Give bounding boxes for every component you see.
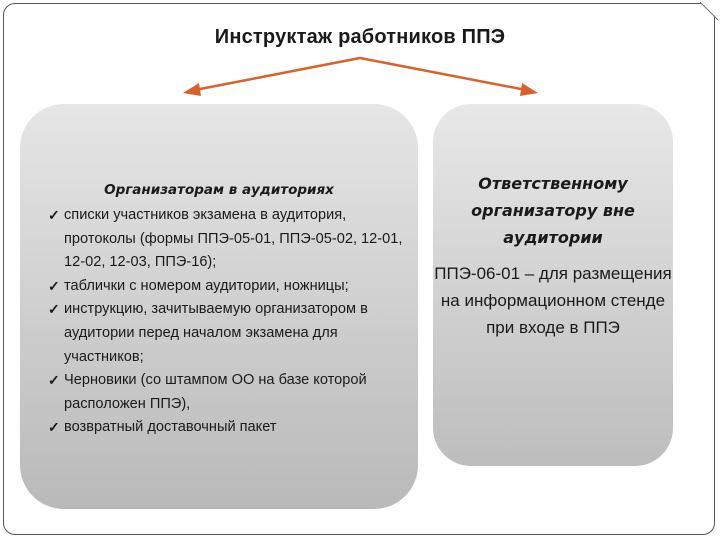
materials-checklist [48, 204, 410, 440]
checklist-item [48, 369, 410, 416]
responsible-organizer-panel [433, 104, 673, 466]
checklist-item-text: списки участников экзамена в аудитория, протоколы (формы ППЭ-05-01, ППЭ-05-02, 12-01, 12-02, 12-03, ППЭ-16); [64, 207, 403, 271]
slide-title: Инструктаж работников ППЭ [214, 26, 506, 48]
organizers-in-rooms-heading: Организаторам в аудиториях [104, 182, 334, 198]
checklist-item-text: Черновики (со штампом ОО на базе которой расположен ППЭ), [64, 372, 367, 412]
checklist-item-text: таблички с номером аудитории, ножницы; [64, 277, 349, 294]
checkmark-icon: ✓ [48, 301, 60, 318]
checkmark-icon: ✓ [48, 277, 60, 294]
arrow-to-left-icon [195, 58, 360, 90]
checkmark-icon: ✓ [48, 207, 60, 223]
checklist-item-text: инструкцию, зачитываемую организатором в аудитории перед началом экзамена для участников; [64, 301, 368, 365]
checkmark-icon: ✓ [48, 419, 60, 436]
checklist-item [48, 298, 410, 369]
branch-arrows [0, 0, 720, 120]
checklist-item [48, 275, 410, 299]
responsible-organizer-heading: Ответственному организатору вне аудитории [471, 174, 635, 247]
checklist-item [48, 204, 410, 275]
arrow-to-right-icon [360, 58, 526, 90]
checklist-item-text: возвратный доставочный пакет [64, 419, 277, 436]
organizers-in-rooms-panel [20, 104, 418, 509]
arrowhead-right-icon [520, 83, 538, 96]
arrowhead-left-icon [183, 83, 201, 96]
responsible-organizer-body: ППЭ-06-01 – для размещения на информационном стенде при входе в ППЭ [434, 264, 672, 337]
checklist-item [48, 416, 410, 440]
checkmark-icon: ✓ [48, 372, 60, 389]
